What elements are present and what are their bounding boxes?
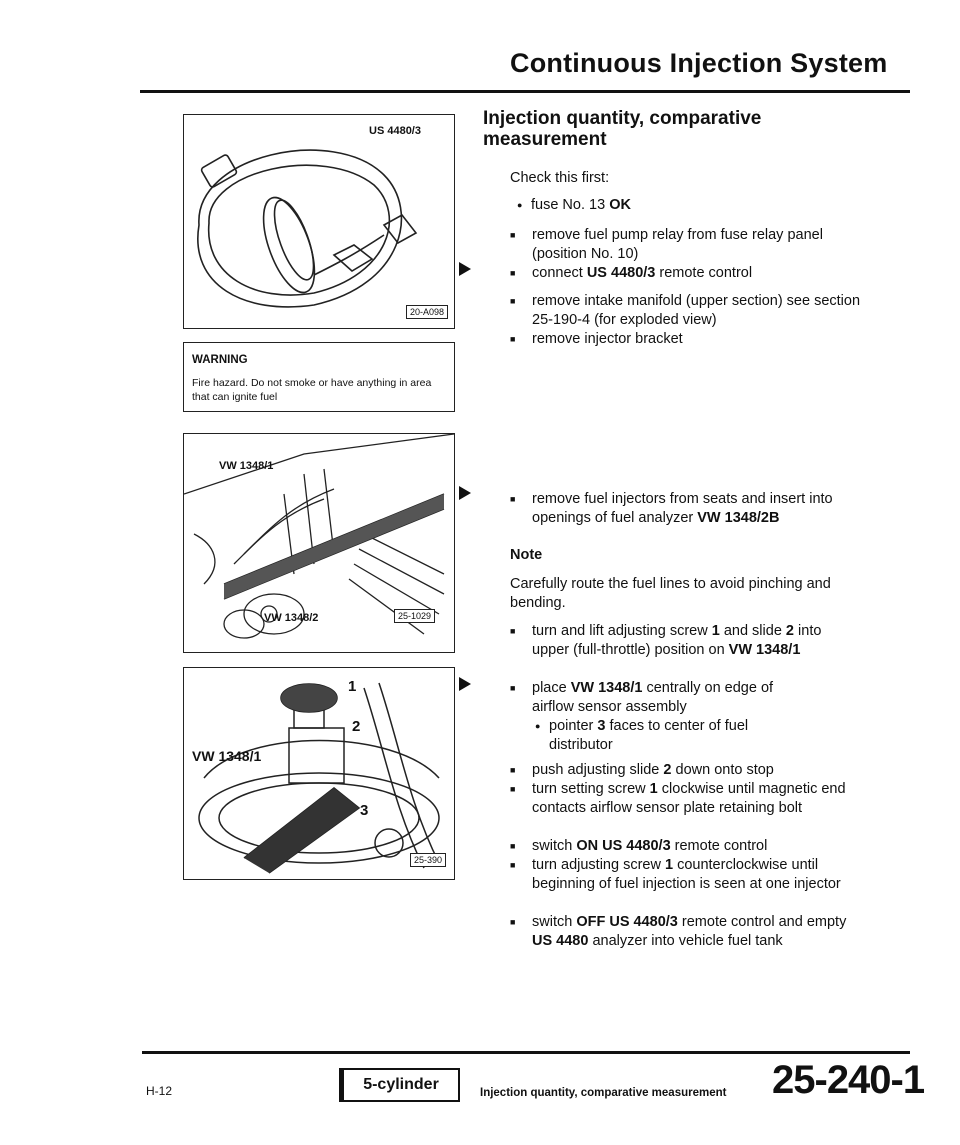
figure-code: 25-390 bbox=[410, 853, 446, 867]
checklist-item bbox=[531, 196, 631, 215]
ref-number: 3 bbox=[597, 718, 606, 734]
tool-ref: VW 1348/2B bbox=[697, 510, 780, 526]
step-text: centrally on edge of airflow sensor assembly bbox=[532, 680, 774, 715]
footer-code: H-12 bbox=[146, 1084, 173, 1098]
step-text: remote control and empty bbox=[677, 914, 847, 930]
step-text: remote control bbox=[655, 265, 753, 281]
step-item: ■ remove intake manifold (upper section) see section 25-190-4 (for exploded view) bbox=[532, 292, 862, 330]
step-text: push adjusting slide bbox=[532, 762, 664, 778]
pointer-arrow-icon bbox=[459, 262, 471, 276]
figure-adjusting-screw bbox=[183, 667, 455, 880]
figure-fuel-analyzer bbox=[183, 433, 455, 653]
ref-number: 1 bbox=[649, 781, 658, 797]
sub-step-item bbox=[549, 717, 809, 755]
figure-tool-label: VW 1348/1 bbox=[219, 460, 274, 472]
warning-box bbox=[183, 342, 455, 412]
page-header-title: Continuous Injection System bbox=[510, 48, 888, 78]
ref-number: 1 bbox=[664, 857, 674, 873]
step-text: switch bbox=[532, 914, 577, 930]
footer-caption: Injection quantity, comparative measurement bbox=[480, 1087, 727, 1099]
step-item bbox=[532, 490, 872, 528]
step-text: remove fuel injectors from seats and insert into openings of fuel analyzer bbox=[532, 491, 833, 526]
step-text: switch bbox=[532, 838, 577, 854]
checklist-text: fuse No. 13 bbox=[531, 197, 610, 213]
step-text: pointer bbox=[549, 718, 598, 734]
step-item bbox=[532, 837, 862, 856]
tool-ref: OFF US 4480/3 bbox=[576, 914, 678, 930]
step-text: faces to center of fuel distributor bbox=[549, 718, 749, 753]
tool-ref: US 4480/3 bbox=[586, 265, 656, 281]
step-item bbox=[532, 761, 862, 780]
marker-1: 1 bbox=[348, 678, 357, 695]
figure-tool-label: US 4480/3 bbox=[369, 125, 421, 137]
marker-2: 2 bbox=[352, 718, 361, 735]
step-text: remote control bbox=[670, 838, 768, 854]
step-item bbox=[532, 856, 862, 894]
step-text: turn setting screw bbox=[532, 781, 650, 797]
step-item bbox=[532, 780, 862, 818]
marker-3: 3 bbox=[360, 802, 369, 819]
step-text: turn and lift adjusting screw bbox=[532, 623, 712, 639]
step-text: place bbox=[532, 680, 571, 696]
tool-ref: VW 1348/1 bbox=[570, 680, 643, 696]
section-title: Injection quantity, comparative measurement bbox=[483, 108, 762, 150]
warning-text: Fire hazard. Do not smoke or have anything in area that can ignite fuel bbox=[192, 377, 432, 403]
step-item: ■ remove injector bracket bbox=[532, 330, 862, 349]
step-item: ■ remove fuel pump relay from fuse relay panel (position No. 10) bbox=[532, 226, 862, 264]
step-text: analyzer into vehicle fuel tank bbox=[588, 933, 783, 949]
tool-ref: US 4480 bbox=[532, 933, 589, 949]
step-item bbox=[532, 622, 862, 660]
pointer-arrow-icon bbox=[459, 677, 471, 691]
warning-title: WARNING bbox=[192, 354, 248, 366]
adjusting-screw-illustration bbox=[184, 668, 454, 879]
figure-remote-control bbox=[183, 114, 455, 329]
step-text: counterclockwise until beginning of fuel injection is seen at one injector bbox=[532, 857, 841, 892]
pointer-arrow-icon bbox=[459, 486, 471, 500]
step-text: and slide bbox=[719, 623, 786, 639]
figure-tool-label-2: VW 1348/2 bbox=[264, 612, 319, 624]
check-first-text: Check this first: bbox=[510, 170, 610, 186]
figure-code: 20-A098 bbox=[406, 305, 448, 319]
note-title: Note bbox=[510, 547, 543, 563]
step-text: down onto stop bbox=[671, 762, 774, 778]
page-number: 25-240-1 bbox=[772, 1058, 925, 1102]
step-text: into upper (full-throttle) position on bbox=[532, 623, 822, 658]
remote-control-illustration bbox=[184, 115, 454, 328]
ref-number: 1 bbox=[711, 623, 720, 639]
note-text: Carefully route the fuel lines to avoid pinching and bending. bbox=[510, 576, 831, 611]
tool-ref: ON US 4480/3 bbox=[576, 838, 671, 854]
step-text: connect bbox=[532, 265, 587, 281]
figure-tool-label: VW 1348/1 bbox=[192, 748, 262, 764]
ref-number: 2 bbox=[663, 762, 672, 778]
header-rule bbox=[140, 90, 910, 93]
step-item bbox=[532, 679, 812, 717]
cylinder-badge: 5-cylinder bbox=[342, 1068, 460, 1102]
ok-label: OK bbox=[609, 197, 631, 213]
step-item bbox=[532, 264, 862, 283]
step-text: turn adjusting screw bbox=[532, 857, 665, 873]
footer-rule bbox=[142, 1051, 910, 1054]
figure-code: 25-1029 bbox=[394, 609, 435, 623]
step-text: clockwise until magnetic end contacts airflow sensor plate retaining bolt bbox=[532, 781, 846, 816]
step-item bbox=[532, 913, 862, 951]
ref-number: 2 bbox=[785, 623, 794, 639]
tool-ref: VW 1348/1 bbox=[728, 642, 801, 658]
